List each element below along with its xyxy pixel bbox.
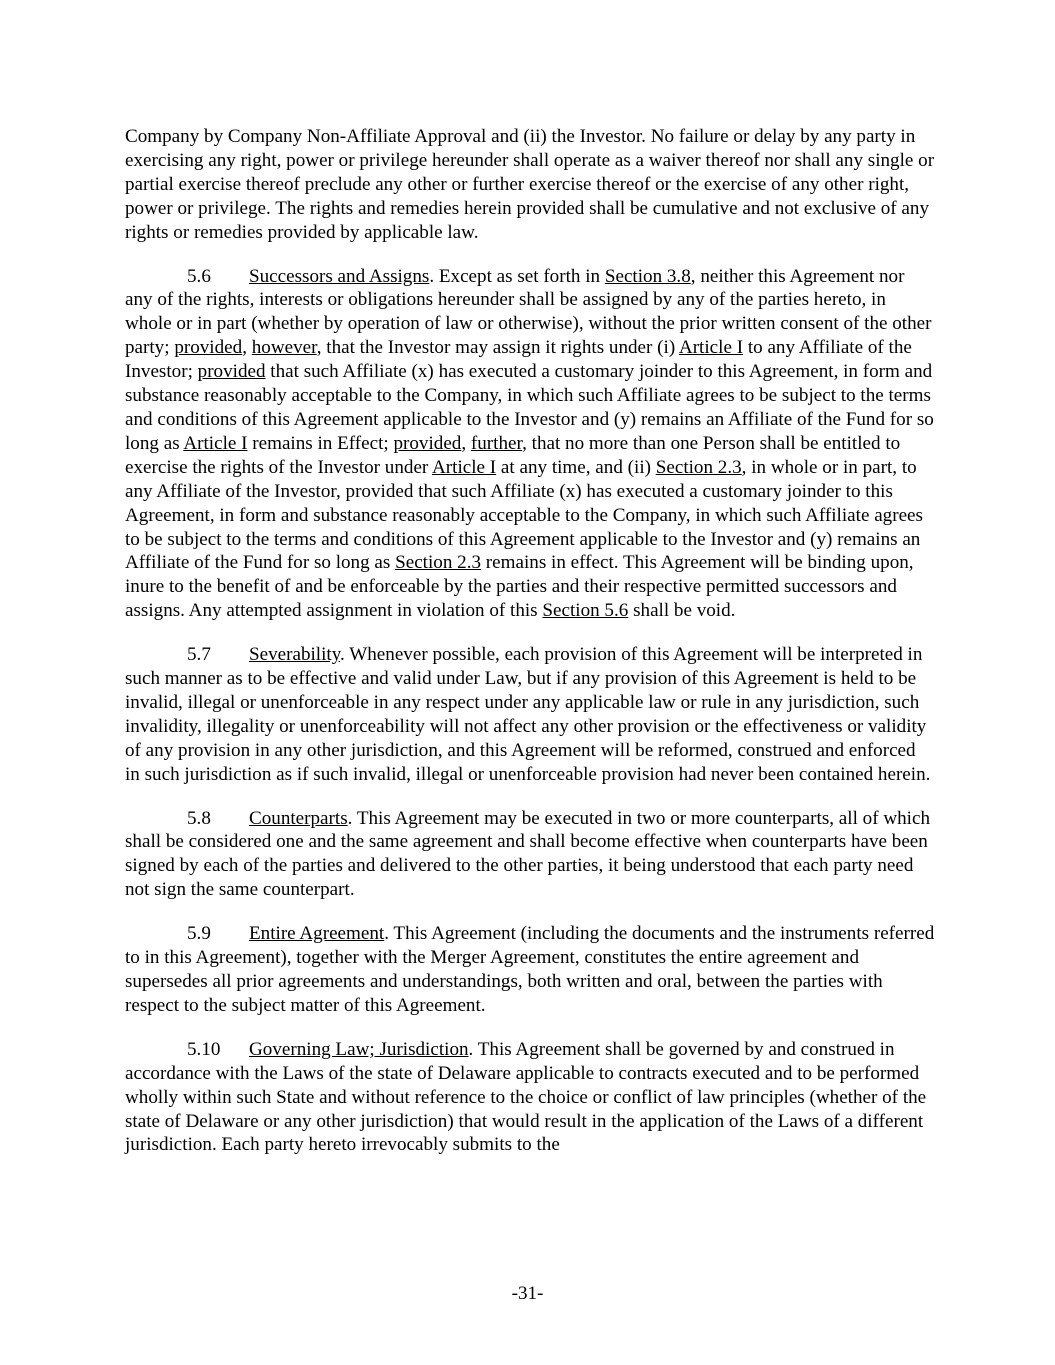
cross-reference: Article I: [183, 432, 248, 454]
section-heading: Governing Law; Jurisdiction: [249, 1038, 469, 1060]
section-5-8: [125, 807, 935, 903]
section-number: 5.8: [187, 807, 211, 829]
paragraph-text: Company by Company Non-Affiliate Approval and (ii) the Investor. No failure or delay by any party in exercising any right, power or privilege hereunder shall operate as a waiver thereof nor shall any single or partial exercise thereof preclude any other or further exercise thereof or the exercise of any other right, power or privilege. The rights and remedies herein provided shall be cumulative and not exclusive of any rights or remedies provided by applicable law.: [125, 126, 935, 243]
paragraph-text: , in whole or in part, to any Affiliate of the Investor, provided that such Affiliate (x) has executed a customary joinder to this Agreement, in form and substance reasonably acceptable to the Company, in which such Affiliate agrees to be subject to the terms and conditions of this Agreement applicable to the Investor and (y) remains an Affiliate of the Fund for so long as: [125, 456, 923, 574]
cross-reference: Section 2.3: [395, 552, 482, 574]
continued-paragraph: [125, 125, 935, 245]
paragraph-text: . Whenever possible, each provision of this Agreement will be interpreted in such manner as to be effective and valid under Law, but if any provision of this Agreement is held to be invalid, illegal or unenforceable in any respect under any applicable law or rule in any jurisdiction, such invalidity, illegality or unenforceability will not affect any other provision or the effectiveness or validity of any provision in any other jurisdiction, and this Agreement will be reformed, construed and enforced in such jurisdiction as if such invalid, illegal or unenforceable provision had never been contained herein.: [125, 644, 931, 785]
paragraph-text: , neither this Agreement nor any of the rights, interests or obligations hereunder shall be assigned by any of the parties hereto, in whole or in part (whether by operation of law or otherwise), without the prior written consent of the other party;: [125, 265, 932, 359]
paragraph-text: , that the Investor may assign it rights under (i): [316, 337, 679, 359]
cross-reference: provided: [197, 361, 266, 383]
section-heading: Entire Agreement: [249, 923, 385, 945]
paragraph-text: ,: [461, 432, 471, 454]
section-5-10: [125, 1038, 935, 1158]
document-body: [125, 125, 935, 1177]
paragraph-text: . Except as set forth in: [429, 265, 605, 287]
section-heading: Counterparts: [249, 807, 348, 829]
section-5-6: [125, 265, 935, 624]
paragraph-text: , that no more than one Person shall be entitled to exercise the rights of the Investor under: [125, 432, 901, 478]
cross-reference: however: [251, 337, 317, 359]
paragraph-text: shall be void.: [628, 600, 736, 622]
paragraph-text: to any Affiliate of the Investor;: [125, 337, 912, 383]
cross-reference: provided: [393, 432, 462, 454]
paragraph-text: at any time, and (ii): [496, 456, 656, 478]
section-number: 5.7: [187, 644, 211, 666]
cross-reference: Article I: [678, 337, 744, 359]
section-5-7: [125, 643, 935, 786]
paragraph-text: that such Affiliate (x) has executed a customary joinder to this Agreement, in form and substance reasonably acceptable to the Company, in which such Affiliate agrees to be subject to the terms and conditions of this Agreement applicable to the Investor and (y) remains an Affiliate of the Fund for so long as: [125, 361, 934, 454]
cross-reference: Section 3.8: [604, 265, 691, 287]
page-number: -31-: [511, 1283, 544, 1304]
section-heading: Successors and Assigns: [249, 265, 430, 287]
section-number: 5.6: [187, 265, 211, 287]
cross-reference: Section 2.3: [655, 456, 742, 478]
paragraph-text: ,: [242, 337, 252, 359]
paragraph-text: remains in Effect;: [247, 432, 394, 454]
cross-reference: provided: [174, 337, 243, 359]
cross-reference: Article I: [432, 456, 497, 478]
paragraph-text: . This Agreement may be executed in two or more counterparts, all of which shall be considered one and the same agreement and shall become effective when counterparts have been signed by each of the parties and delivered to the other parties, it being understood that each party need not sign the same counterpart.: [125, 807, 930, 901]
cross-reference: further: [470, 432, 523, 454]
section-5-9: [125, 922, 935, 1018]
cross-reference: Section 5.6: [542, 600, 629, 622]
section-number: 5.10: [187, 1038, 221, 1060]
paragraph-text: . This Agreement shall be governed by and construed in accordance with the Laws of the state of Delaware applicable to contracts executed and to be performed wholly within such State and without reference to the choice or conflict of law principles (whether of the state of Delaware or any other jurisdiction) that would result in the application of the Laws of a different jurisdiction. Each party hereto irrevocably submits to the: [125, 1038, 927, 1156]
section-number: 5.9: [187, 923, 211, 945]
paragraph-text: . This Agreement (including the documents and the instruments referred to in this Agreement), together with the Merger Agreement, constitutes the entire agreement and supersedes all prior agreements and understandings, both written and oral, between the parties with respect to the subject matter of this Agreement.: [125, 923, 935, 1016]
section-heading: Severability: [249, 644, 341, 666]
paragraph-text: remains in effect. This Agreement will be binding upon, inure to the benefit of and be enforceable by the parties and their respective permitted successors and assigns. Any attempted assignment in violation of this: [125, 552, 914, 622]
